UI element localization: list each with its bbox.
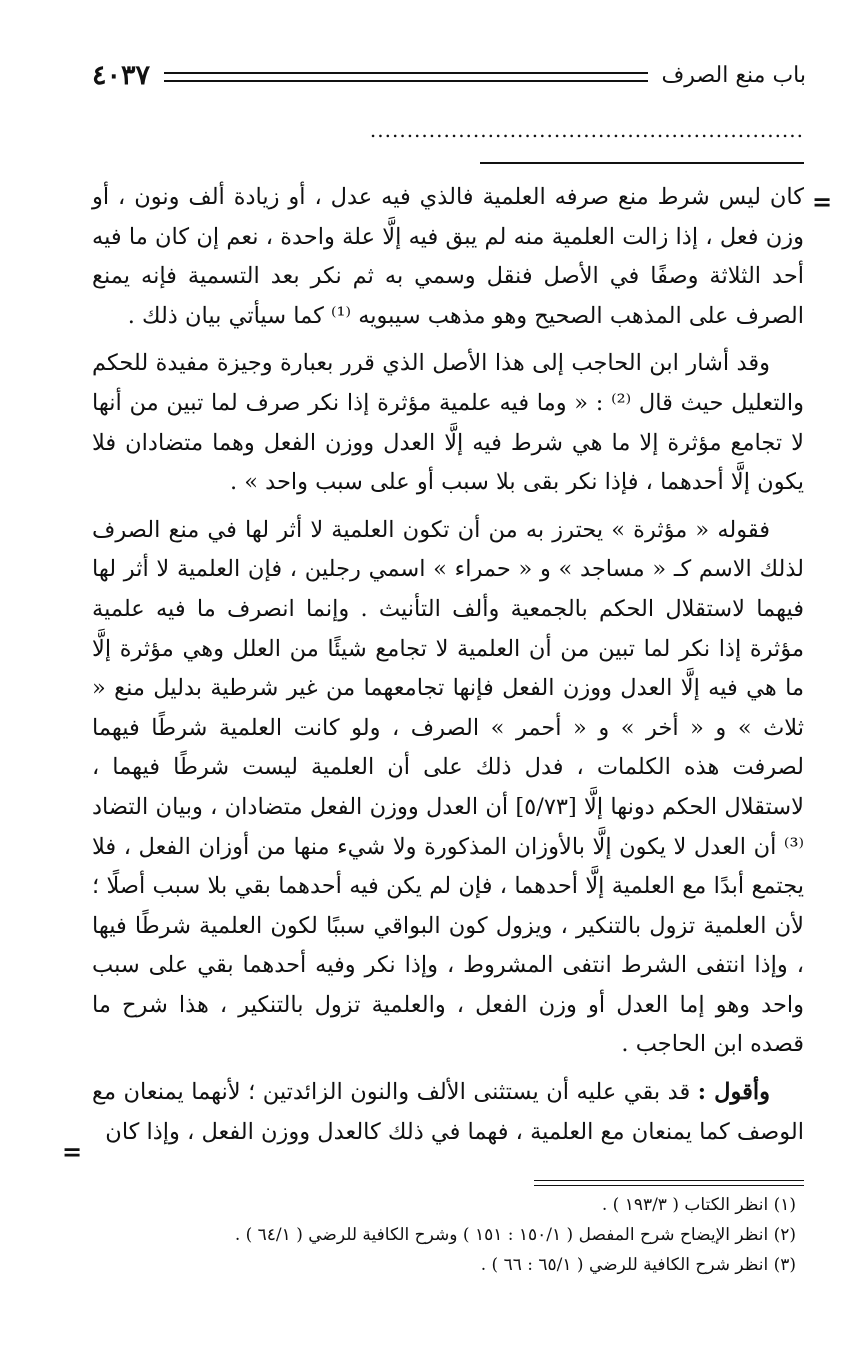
omission-dots: ........................................................... [369,118,804,142]
continuation-mark-end: = [62,1137,83,1166]
running-title: باب منع الصرف [661,62,806,88]
header-double-rule [164,72,647,82]
paragraph-4 [92,1073,804,1152]
paragraph-2 [92,344,804,502]
footnote-separator [534,1180,804,1186]
footnotes [106,1190,796,1280]
main-text [92,178,804,1152]
paragraph-3 [92,511,804,1065]
continuation-mark-start: = [812,187,833,216]
paragraph-text: فقوله « مؤثرة » يحترز به من أن تكون العلمية لا أثر لها في منع الصرف لذلك الاسم كـ « مساجد » و « حمراء » اسمي رجلين ، فإن العلمية لا أثر لها فيهما لاستقلال الحكم بالجمعية وألف التأنيث . وإنما انصرف ما فيه علمية مؤثرة إذا نكر لما تبين من أن العلمية لا تجامع شيئًا من العلل وهي مؤثرة إلَّا ما هي فيه إلَّا العدل ووزن الفعل فإنها تجامعهما من غير شرطية بدليل منع « ثلاث » و « أخر » و « أحمر » الصرف ، ولو كانت العلمية شرطًا فيهما لصرفت هذه الكلمات ، فدل ذلك على أن العلمية ليست شرطًا فيهما ، لاستقلال الحكم دونها إلَّا [٥/٧٣] أن العدل ووزن الفعل متضادان ، وبيان التضاد ⁽³⁾ أن العدل لا يكون إلَّا بالأوزان المذكورة ولا شيء منها من أوزان الفعل ، فلا يجتمع أبدًا مع العلمية إلَّا أحدهما ، فإن لم يكن فيه أحدهما بقي بلا سبب أصلًا ؛ لأن العلمية تزول بالتنكير ، ويزول كون البواقي سببًا لكون العلمية شرطًا فيها ، وإذا انتفى الشرط انتفى المشروط ، وإذا نكر وفيه أحدهما بقي على سبب واحد وهو إما العدل أو وزن الفعل ، والعلمية تزول بالتنكير ، هذا شرح ما قصده ابن الحاجب . [92,516,804,1058]
footnote-1: (١) انظر الكتاب ( ١٩٣/٣ ) . [601,1195,796,1215]
paragraph-lead: وأقول : [697,1079,771,1106]
footnote-3: (٣) انظر شرح الكافية للرضي ( ٦٥/١ : ٦٦ ) . [480,1255,796,1275]
page-number: ٤٠٣٧ [92,59,151,91]
paragraph-text: كان ليس شرط منع صرفه العلمية فالذي فيه عدل ، أو زيادة ألف ونون ، أو وزن فعل ، إذا زالت العلمية منه لم يبق فيه إلَّا علة واحدة ، نعم إن كان ما فيه أحد الثلاثة وصفًا في الأصل فنقل وسمي به ثم نكر بعد التسمية فإنه يمنع الصرف على المذهب الصحيح وهو مذهب سيبويه ⁽¹⁾ كما سيأتي بيان ذلك . [92,184,804,329]
paragraph-text: قد بقي عليه أن يستثنى الألف والنون الزائدتين ؛ لأنهما يمنعان مع الوصف كما يمنعان مع العلمية ، فهما في ذلك كالعدل ووزن الفعل ، وإذا كان [92,1079,804,1145]
footnote-2: (٢) انظر الإيضاح شرح المفصل ( ١٥٠/١ : ١٥١ ) وشرح الكافية للرضي ( ٦٤/١ ) . [234,1225,796,1245]
paragraph-text: وقد أشار ابن الحاجب إلى هذا الأصل الذي قرر بعبارة وجيزة مفيدة للحكم والتعليل حيث قال ⁽²⁾ : « وما فيه علمية مؤثرة إذا نكر صرف لما تبين من أنها لا تجامع مؤثرة إلا ما هي شرط فيه إلَّا العدل ووزن الفعل وهما متضادان فلا يكون إلَّا أحدهما ، فإذا نكر بقى بلا سبب أو على سبب واحد » . [92,350,804,496]
page-header [92,58,806,92]
section-rule [480,162,804,164]
paragraph-1 [92,178,804,336]
